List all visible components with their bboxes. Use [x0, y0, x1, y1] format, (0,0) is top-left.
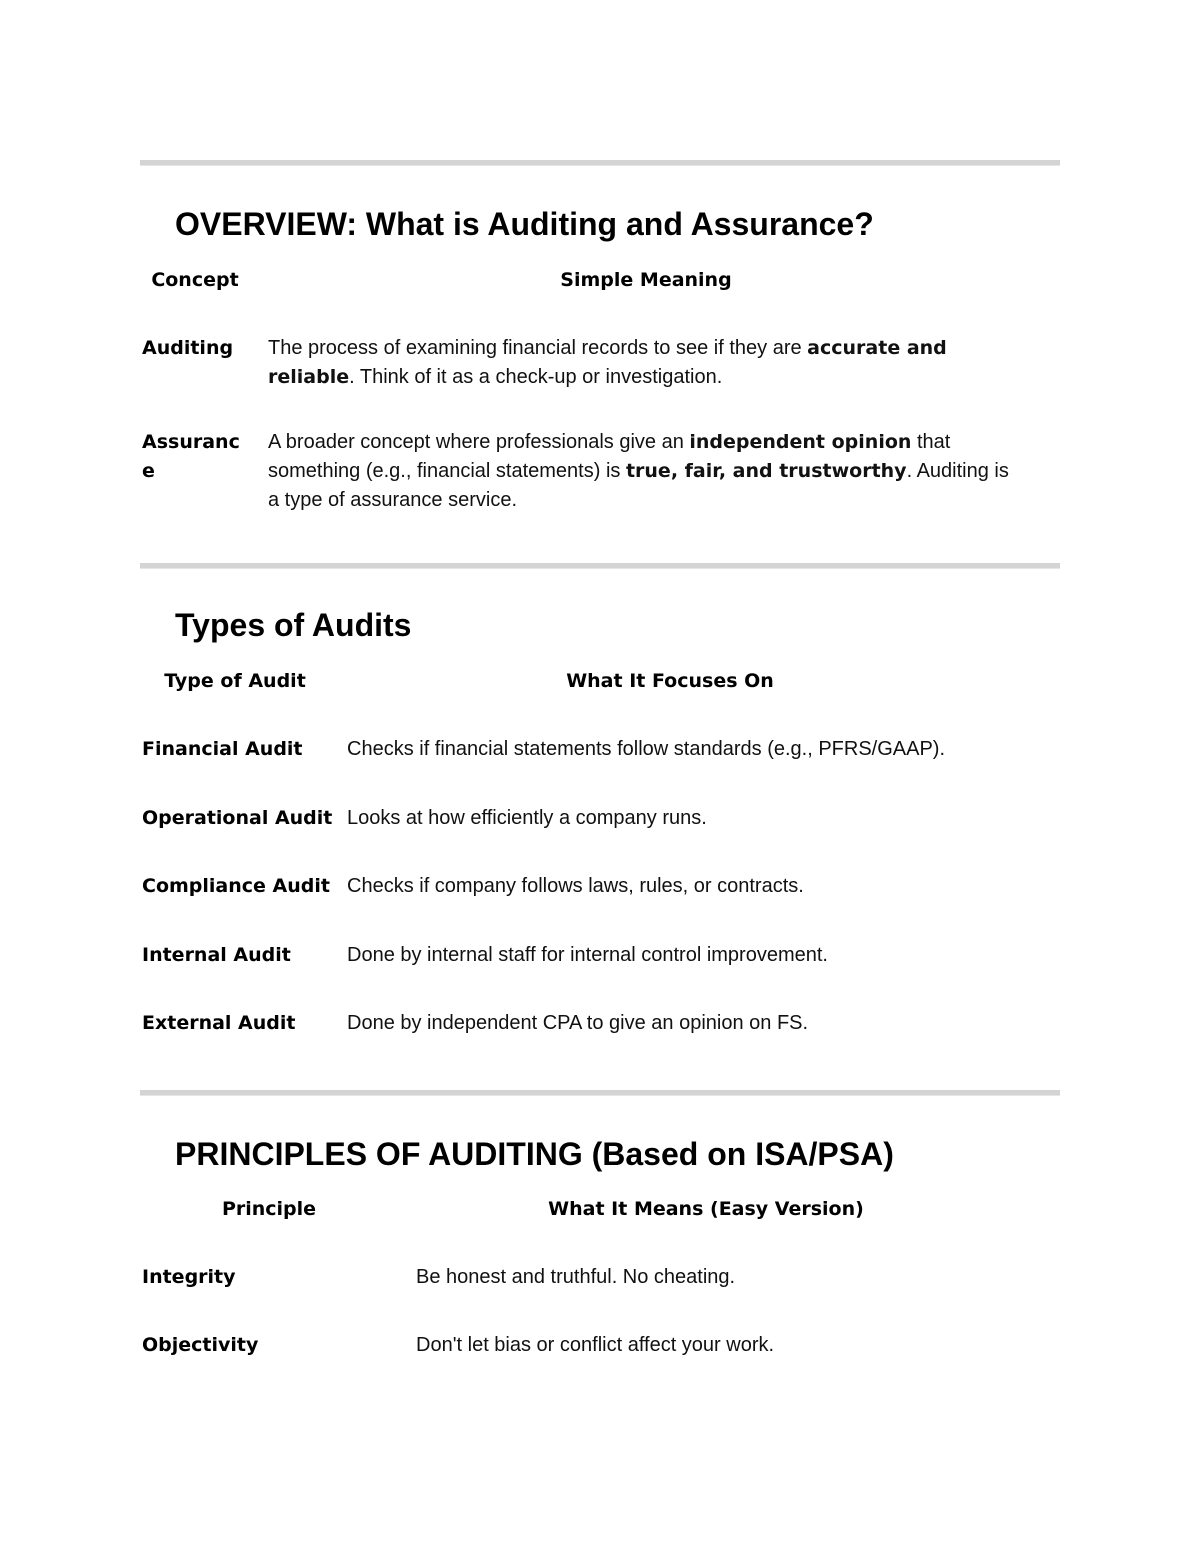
description-compliance-audit: Checks if company follows laws, rules, or contracts. — [347, 875, 804, 897]
term-financial-audit: Financial Audit — [142, 738, 303, 760]
description-objectivity: Don't let bias or conflict affect your work. — [416, 1334, 775, 1356]
section-divider — [140, 160, 1060, 166]
principles-heading: PRINCIPLES OF AUDITING (Based on ISA/PSA) — [175, 1136, 894, 1172]
types-heading: Types of Audits — [175, 607, 412, 643]
column-header-meaning: What It Means (Easy Version) — [548, 1198, 864, 1220]
description-operational-audit: Looks at how efficiently a company runs. — [347, 807, 707, 829]
description-financial-audit: Checks if financial statements follow standards (e.g., PFRS/GAAP). — [347, 738, 946, 760]
column-header-type-of-audit: Type of Audit — [164, 670, 306, 692]
term-external-audit: External Audit — [142, 1012, 296, 1034]
definition-auditing: The process of examining financial records to see if they are accurate and reliable. Think of it as a check-up or investigation. — [268, 337, 947, 388]
term-objectivity: Objectivity — [142, 1334, 259, 1356]
description-external-audit: Done by independent CPA to give an opinion on FS. — [347, 1012, 809, 1034]
section-divider — [140, 563, 1060, 569]
definition-assurance: A broader concept where professionals give an independent opinion that something (e.g., financial statements) is true, fair, and trustworthy. Auditing is a type of assurance service. — [268, 431, 1009, 511]
section-divider — [140, 1090, 1060, 1096]
term-compliance-audit: Compliance Audit — [142, 875, 330, 897]
overview-heading: OVERVIEW: What is Auditing and Assurance? — [175, 206, 874, 242]
term-assurance: Assurance — [142, 431, 240, 482]
column-header-concept: Concept — [151, 269, 239, 291]
description-integrity: Be honest and truthful. No cheating. — [416, 1266, 736, 1288]
column-header-focus: What It Focuses On — [566, 670, 774, 692]
description-internal-audit: Done by internal staff for internal control improvement. — [347, 944, 828, 966]
term-auditing: Auditing — [142, 337, 234, 359]
term-internal-audit: Internal Audit — [142, 944, 291, 966]
column-header-principle: Principle — [221, 1198, 317, 1220]
term-integrity: Integrity — [142, 1266, 236, 1288]
column-header-simple-meaning: Simple Meaning — [560, 269, 732, 291]
term-operational-audit: Operational Audit — [142, 807, 333, 829]
